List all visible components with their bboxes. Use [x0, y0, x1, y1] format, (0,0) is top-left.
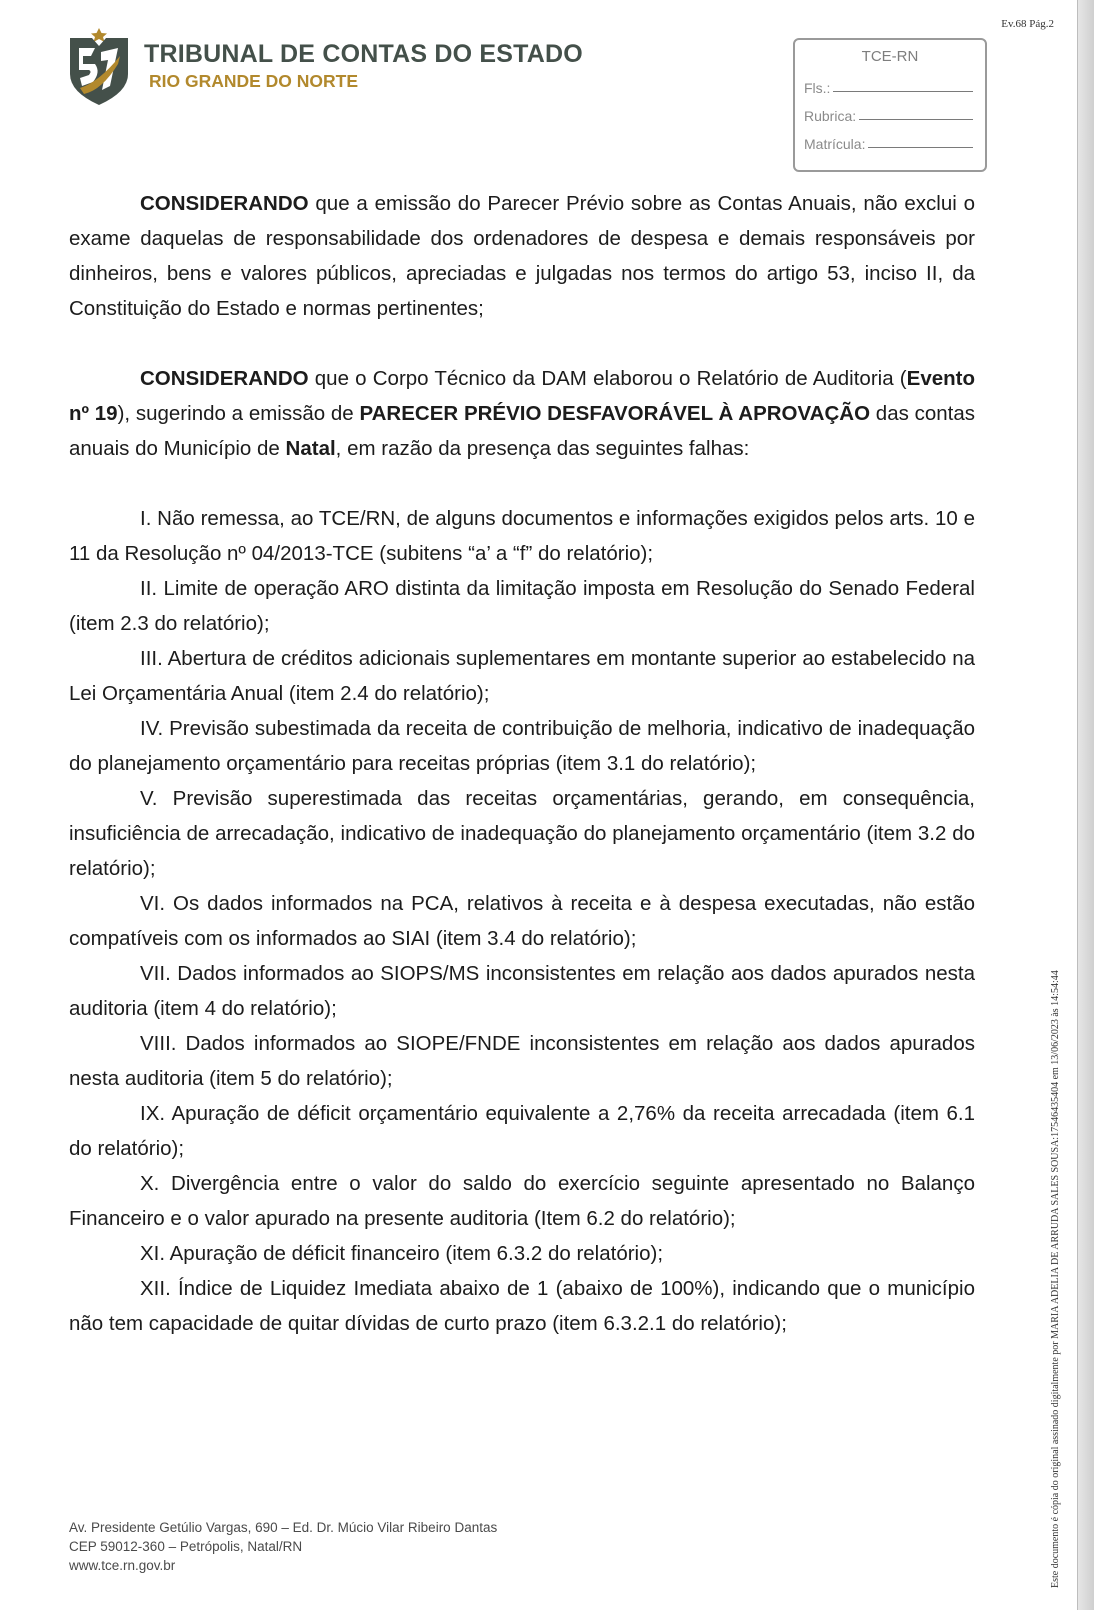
list-item: IX. Apuração de déficit orçamentário equivalente a 2,76% da receita arrecadada (item 6.1 do relatório); [69, 1102, 975, 1160]
address-line: Av. Presidente Getúlio Vargas, 690 – Ed. Dr. Múcio Vilar Ribeiro Dantas [69, 1520, 498, 1535]
protocol-stamp [793, 38, 987, 172]
paragraph-considerando-2 [69, 361, 975, 466]
paragraph-text: , em razão da presença das seguintes falhas: [335, 437, 750, 460]
paragraph-text: ), sugerindo a emissão de [117, 402, 360, 425]
tce-logo-icon [68, 28, 130, 106]
list-item: X. Divergência entre o valor do saldo do exercício seguinte apresentado no Balanço Financeiro e o valor apurado na presente auditoria (Item 6.2 do relatório); [69, 1172, 975, 1230]
footer-address [69, 1518, 497, 1575]
considerando-lead: CONSIDERANDO [140, 367, 309, 390]
list-item: VII. Dados informados ao SIOPS/MS inconsistentes em relação aos dados apurados nesta auditoria (item 4 do relatório); [69, 962, 975, 1020]
list-item: III. Abertura de créditos adicionais suplementares em montante superior ao estabelecido na Lei Orçamentária Anual (item 2.4 do relatório); [69, 647, 975, 705]
event-reference: Ev.68 Pág.2 [1001, 18, 1054, 30]
considerando-lead: CONSIDERANDO [140, 192, 309, 215]
list-item: II. Limite de operação ARO distinta da limitação imposta em Resolução do Senado Federal (item 2.3 do relatório); [69, 577, 975, 635]
stamp-field-label: Matrícula: [804, 136, 866, 152]
org-subtitle: RIO GRANDE DO NORTE [149, 71, 359, 91]
list-item: XII. Índice de Liquidez Imediata abaixo de 1 (abaixo de 100%), indicando que o município não tem capacidade de quitar dívidas de curto prazo (item 6.3.2.1 do relatório); [69, 1277, 975, 1335]
list-item: V. Previsão superestimada das receitas orçamentárias, gerando, em consequência, insuficiência de arrecadação, indicativo de inadequação do planejamento orçamentário (item 3.2 do relatório); [69, 787, 975, 880]
stamp-field-label: Fls.: [804, 80, 831, 96]
org-name: TRIBUNAL DE CONTAS DO ESTADO [144, 40, 583, 68]
list-item: VI. Os dados informados na PCA, relativos à receita e à despesa executadas, não estão compatíveis com os informados ao SIAI (item 3.4 do relatório); [69, 892, 975, 950]
list-item: XI. Apuração de déficit financeiro (item 6.3.2 do relatório); [140, 1242, 664, 1265]
event-number: Evento nº 19 [69, 367, 975, 425]
paragraph-text: das contas anuais do Município de [69, 402, 975, 460]
page-shadow [1078, 0, 1094, 1610]
stamp-field-rubrica [804, 108, 973, 124]
website-link[interactable]: www.tce.rn.gov.br [69, 1558, 176, 1573]
document-body [69, 186, 975, 1341]
list-item: IV. Previsão subestimada da receita de contribuição de melhoria, indicativo de inadequação do planejamento orçamentário para receitas próprias (item 3.1 do relatório); [69, 717, 975, 775]
opinion-verdict: PARECER PRÉVIO DESFAVORÁVEL À APROVAÇÃO [359, 402, 871, 425]
list-item: I. Não remessa, ao TCE/RN, de alguns documentos e informações exigidos pelos arts. 10 e 11 da Resolução nº 04/2013-TCE (subitens “a’ a “f” do relatório); [69, 507, 975, 565]
digital-signature-note: Este documento é cópia do original assinado digitalmente por MARIA ADELIA DE ARRUDA SALES SOUSA:17546435404 em 13/06/2023 às 14:54:44 [1050, 970, 1061, 1588]
stamp-field-label: Rubrica: [804, 108, 857, 124]
stamp-field-fls [804, 80, 973, 96]
address-line: CEP 59012-360 – Petrópolis, Natal/RN [69, 1539, 303, 1554]
list-item: VIII. Dados informados ao SIOPE/FNDE inconsistentes em relação aos dados apurados nesta auditoria (item 5 do relatório); [69, 1032, 975, 1090]
stamp-field-matricula [804, 136, 973, 152]
paragraph-text: que a emissão do Parecer Prévio sobre as Contas Anuais, não exclui o exame daquelas de responsabilidade dos ordenadores de despesa e demais responsáveis por dinheiros, bens e valores públicos, apreciadas e julgadas nos termos do artigo 53, inciso II, da Constituição do Estado e normas pertinentes; [69, 192, 975, 320]
municipality-name: Natal [285, 437, 336, 460]
paragraph-text: que o Corpo Técnico da DAM elaborou o Relatório de Auditoria ( [308, 367, 907, 390]
paragraph-considerando-1 [69, 186, 975, 326]
stamp-title: TCE-RN [861, 48, 919, 65]
